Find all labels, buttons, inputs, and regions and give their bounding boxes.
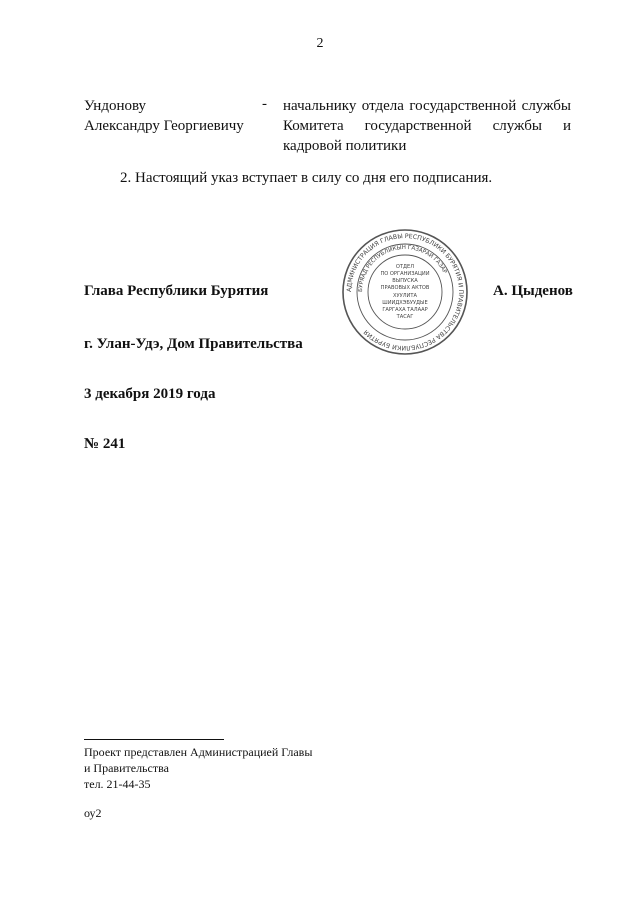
decree-number: № 241 [84, 436, 126, 452]
appointee-position: начальнику отдела государственной службы Комитета государственной службы и кадровой политики [283, 98, 571, 154]
appointee-name [84, 96, 244, 136]
appointment-dash: - [262, 96, 267, 112]
seal-inner-ring-text: БУРЯАД РЕСПУБЛИКЫН ГАЗАРАЙ ГАЗАР [357, 244, 448, 293]
footnote-divider [84, 739, 224, 740]
footnote-line: и Правительства [84, 761, 169, 775]
seal-line: ПО ОРГАНИЗАЦИИ [380, 271, 430, 277]
seal-graphic [341, 228, 469, 356]
seal-line: ГАРГАХА ТАЛААР [382, 307, 428, 313]
document-code: оу2 [84, 806, 102, 820]
seal-line: ХУУЛИТА [393, 293, 417, 299]
footnote [84, 744, 312, 792]
seal-line: ОТДЕЛ [395, 264, 415, 270]
official-seal [341, 228, 469, 356]
signing-place: г. Улан-Удэ, Дом Правительства [84, 336, 303, 352]
signatory-title: Глава Республики Бурятия [84, 283, 269, 299]
seal-outer-ring-text: АДМИНИСТРАЦИЯ ГЛАВЫ РЕСПУБЛИКИ БУРЯТИЯ И ПРАВИТЕЛЬСТВА РЕСПУБЛИКИ БУРЯТИЯ [345, 232, 465, 352]
seal-line: ШИИДХЭБУУДЫЕ [382, 300, 428, 306]
seal-line: ТАСАГ [396, 314, 414, 320]
signatory-name: А. Цыденов [493, 283, 573, 299]
seal-line: ПРАВОВЫХ АКТОВ [380, 285, 430, 291]
page-number: 2 [316, 36, 324, 51]
footnote-phone: тел. 21-44-35 [84, 777, 151, 791]
footnote-line: Проект представлен Администрацией Главы [84, 745, 313, 759]
appointee-given-names: Александру Георгиевичу [84, 118, 244, 134]
signing-date: 3 декабря 2019 года [84, 386, 216, 402]
appointee-surname: Ундонову [84, 98, 147, 114]
clause-2: 2. Настоящий указ вступает в силу со дня его подписания. [120, 170, 493, 186]
seal-line: ВЫПУСКА [392, 278, 418, 284]
